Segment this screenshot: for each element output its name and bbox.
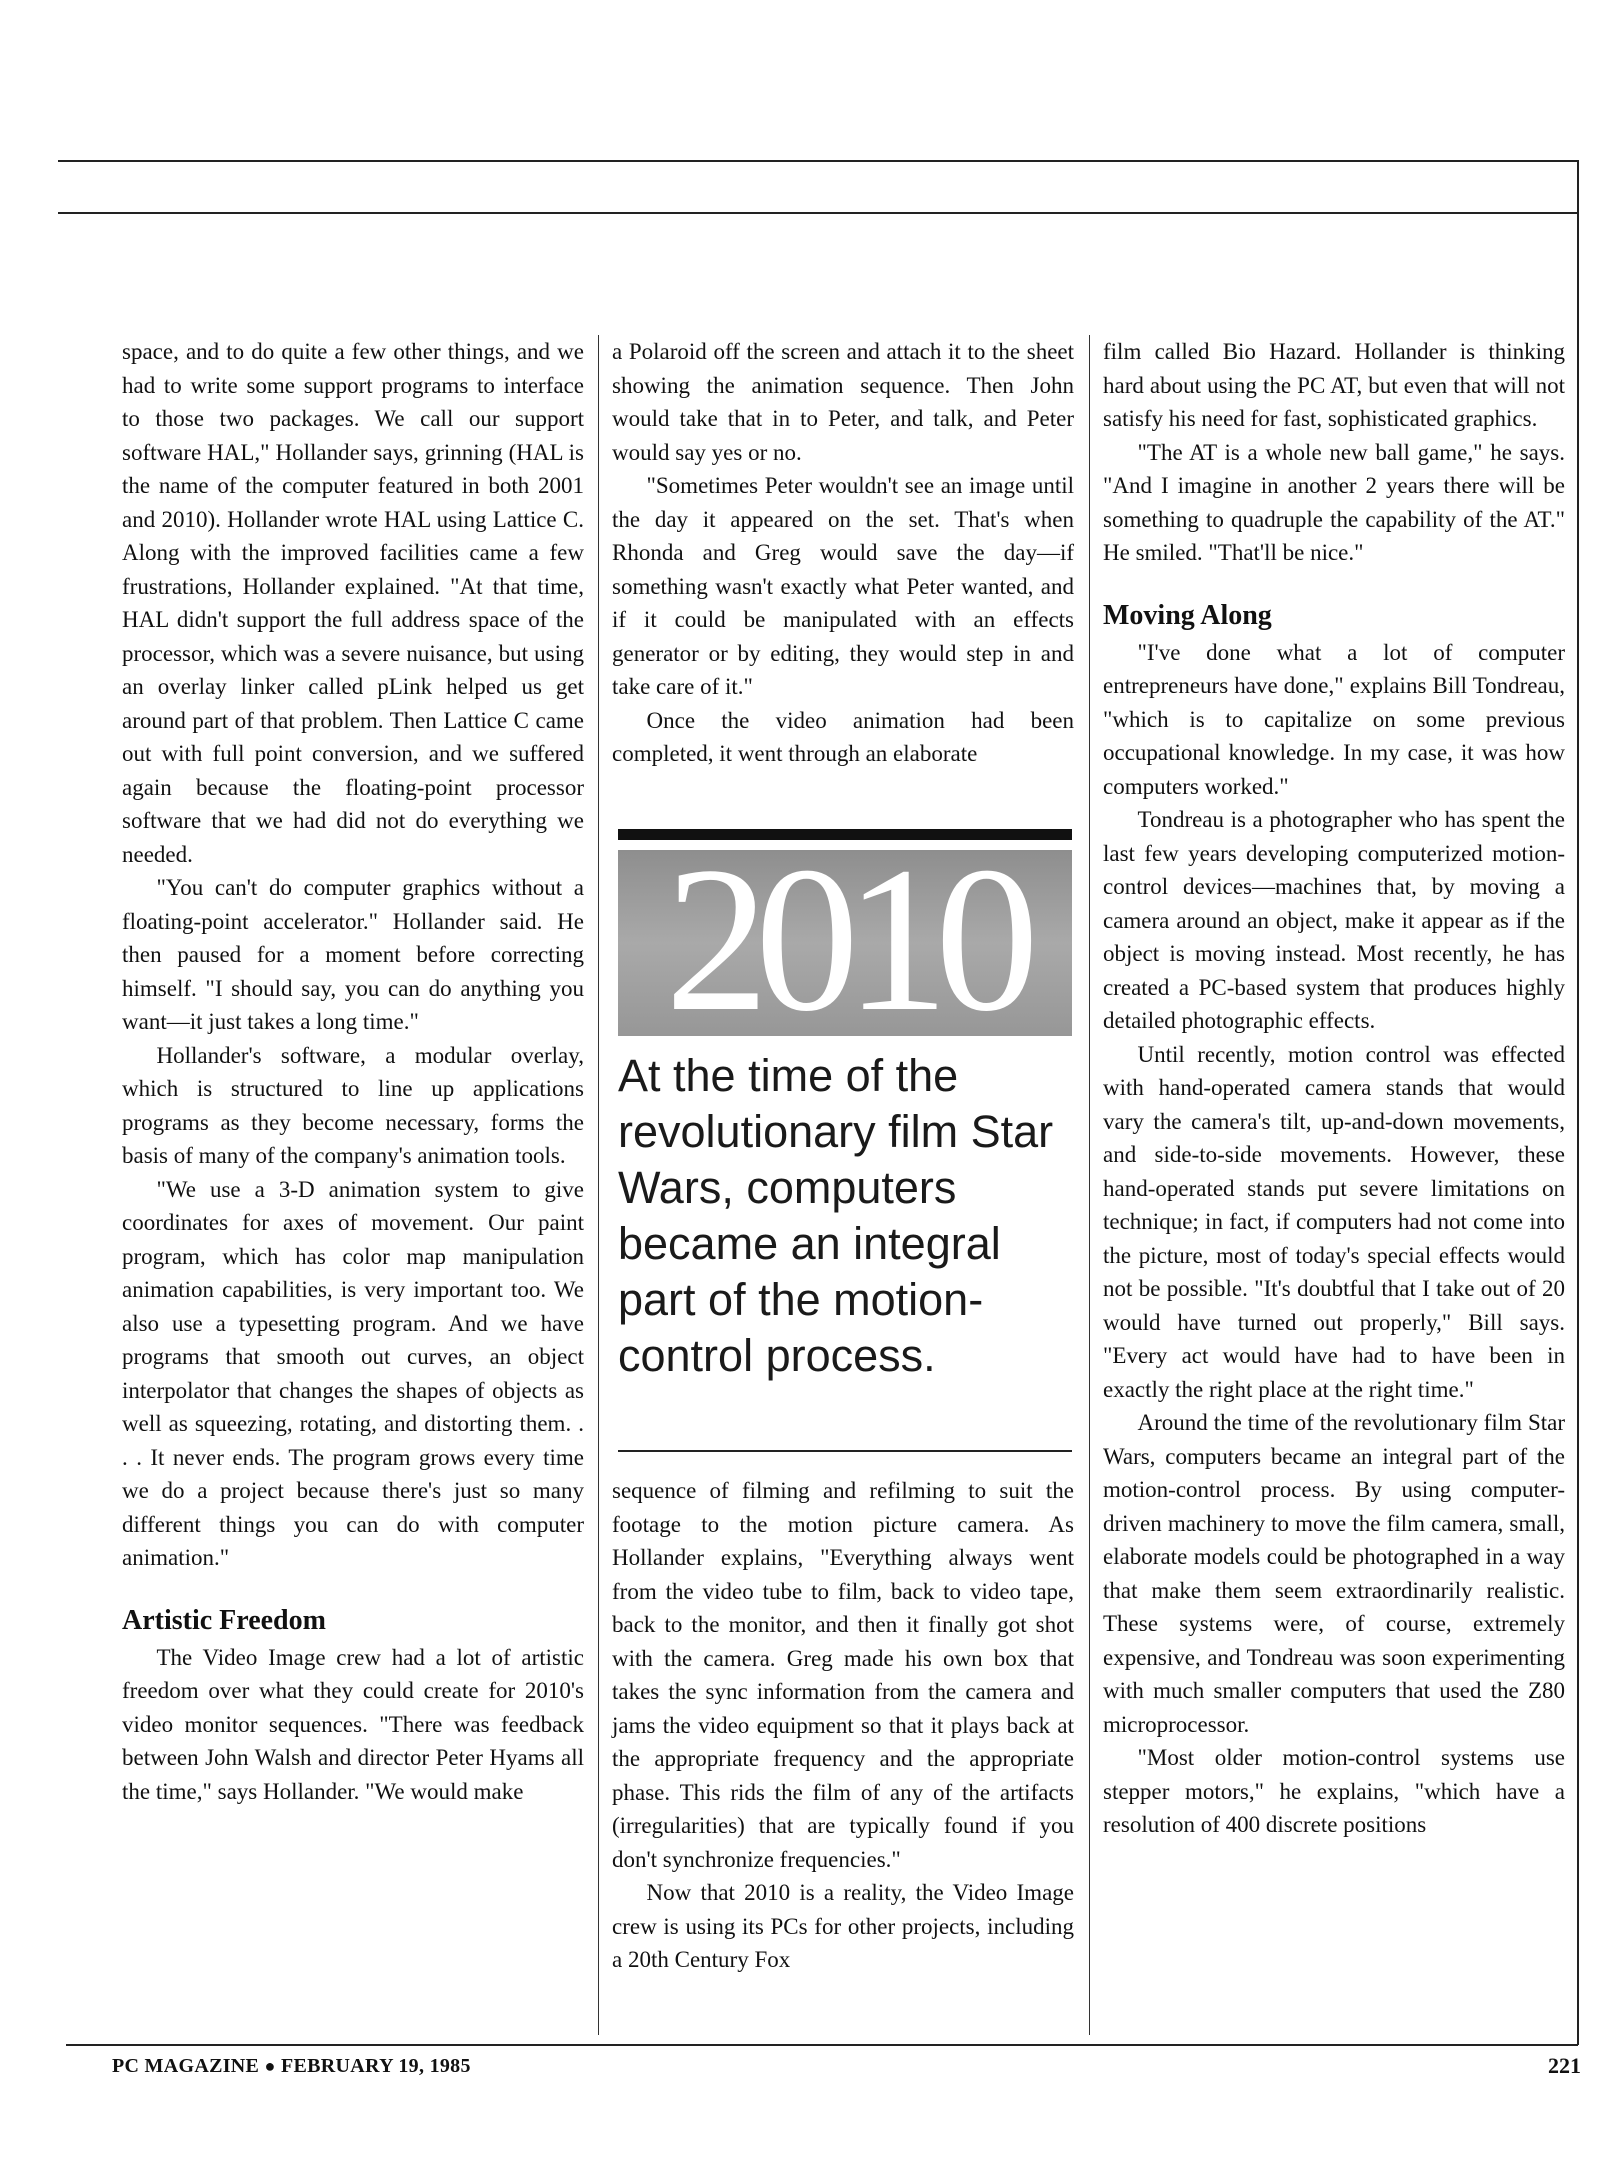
section-heading: Moving Along xyxy=(1103,599,1272,631)
paragraph: Until recently, motion control was effected with hand-operated camera stands that would vary the camera's tilt, up-and-down movements, and side-to-side movements. However, these hand-operated stands put severe limitations on technique; in fact, if computers had not come into the picture, most of today's special effects would not be possible. "It's doubtful that I take out of 20 would have turned out properly," Bill says. "Every act would have had to have been in exactly the right place at the right time." xyxy=(1103,1041,1565,1402)
film-logo-text: 2010 xyxy=(665,850,1025,1036)
bullet-icon: ● xyxy=(264,2056,276,2076)
pull-quote: At the time of the revolutionary film Star Wars, computers became an integral part of the motion-control process. xyxy=(618,1050,1054,1381)
issue-date: FEBRUARY 19, 1985 xyxy=(281,2055,471,2077)
header-rule-bottom xyxy=(58,212,1578,214)
header-rule-top xyxy=(58,160,1578,162)
paragraph: Hollander's software, a modular overlay, which is structured to line up applications programs as they become necessary, forms the basis of many of the company's animation tools. xyxy=(122,1042,584,1168)
paragraph: Tondreau is a photographer who has spent the last few years developing computerized motion-control devices—machines that, by moving a camera around an object, make it appear as if the object is moving instead. Most recently, he has created a PC-based system that produces highly detailed photographic effects. xyxy=(1103,807,1565,1033)
article-column-2-bottom xyxy=(612,1474,1074,1977)
article-column-2-top xyxy=(612,335,1074,771)
logo-top-rule xyxy=(618,829,1072,840)
article-column-3 xyxy=(1103,335,1565,1842)
paragraph: Now that 2010 is a reality, the Video Image crew is using its PCs for other projects, including a 20th Century Fox xyxy=(612,1880,1074,1972)
publication-name: PC MAGAZINE xyxy=(112,2055,260,2077)
paragraph: "Sometimes Peter wouldn't see an image until the day it appeared on the set. That's when Rhonda and Greg would save the day—if something wasn't exactly what Peter wanted, and if it could be manipulated with an effects generator or by editing, they would step in and take care of it." xyxy=(612,473,1074,699)
paragraph: "The AT is a whole new ball game," he says. "And I imagine in another 2 years there will be something to quadruple the capability of the AT." He smiled. "That'll be nice." xyxy=(1103,439,1565,565)
paragraph: Once the video animation had been completed, it went through an elaborate xyxy=(612,707,1074,766)
paragraph: space, and to do quite a few other things, and we had to write some support programs to interface to those two packages. We call our support software HAL," Hollander says, grinning (HAL is the name of the computer featured in both 2001 and 2010). Hollander wrote HAL using Lattice C. Along with the improved facilities came a few frustrations, Hollander explained. "At that time, HAL didn't support the full address space of the processor, which was a severe nuisance, but using an overlay linker called pLink helped us get around part of that problem. Then Lattice C came out with full point conversion, and we suffered again because the floating-point processor software that we had did not do everything we needed. xyxy=(122,339,584,867)
page-frame-right xyxy=(1577,160,1579,2045)
paragraph: "Most older motion-control systems use stepper motors," he explains, "which have a resolution of 400 discrete positions xyxy=(1103,1745,1565,1837)
paragraph: "We use a 3-D animation system to give coordinates for axes of movement. Our paint program, which has color map manipulation animation capabilities, is very important too. We also use a typesetting program. And we have programs that smooth out curves, an object interpolator that changes the shapes of objects as well as squeezing, rotating, and distorting them. . . . It never ends. The program grows every time we do a project because there's just so many different things you can do with computer animation." xyxy=(122,1176,584,1570)
paragraph: "You can't do computer graphics without a floating-point accelerator." Hollander said. He then paused for a moment before correcting himself. "I should say, you can do anything you want—it just takes a long time." xyxy=(122,875,584,1034)
paragraph: sequence of filming and refilming to suit the footage to the motion picture camera. As Hollander explains, "Everything always went from the video tube to film, back to video tape, back to the monitor, and then it finally got shot with the camera. Greg made his own box that takes the sync information from the camera and jams the video equipment so that it plays back at the appropriate frequency and the appropriate phase. This rids the film of any of the artifacts (irregularities) that are typically found if you don't synchronize frequencies." xyxy=(612,1478,1074,1872)
column-divider-1 xyxy=(598,335,599,2035)
pull-quote-rule xyxy=(618,1450,1072,1452)
page-frame-bottom xyxy=(66,2044,1578,2046)
paragraph: "I've done what a lot of computer entrepreneurs have done," explains Bill Tondreau, "which is to capitalize on some previous occupational knowledge. In my case, it was how computers worked." xyxy=(1103,639,1565,799)
paragraph: The Video Image crew had a lot of artistic freedom over what they could create for 2010's video monitor sequences. "There was feedback between John Walsh and director Peter Hyams all the time," says Hollander. "We would make xyxy=(122,1644,584,1804)
section-heading: Artistic Freedom xyxy=(122,1604,326,1636)
page-number: 221 xyxy=(1548,2053,1581,2078)
paragraph: film called Bio Hazard. Hollander is thinking hard about using the PC AT, but even that will not satisfy his need for fast, sophisticated graphics. xyxy=(1103,339,1565,431)
paragraph: a Polaroid off the screen and attach it to the sheet showing the animation sequence. Then John would take that in to Peter, and talk, and Peter would say yes or no. xyxy=(612,339,1074,465)
film-logo-image xyxy=(618,850,1072,1036)
paragraph: Around the time of the revolutionary film Star Wars, computers became an integral part of the motion-control process. By using computer-driven machinery to move the film camera, small, elaborate models could be photographed in a way that make them seem extraordinarily realistic. These systems were, of course, extremely expensive, and Tondreau was soon experimenting with much smaller computers that used the Z80 microprocessor. xyxy=(1103,1410,1565,1737)
column-divider-2 xyxy=(1089,335,1090,2035)
page-footer xyxy=(112,2055,471,2078)
article-column-1 xyxy=(122,335,584,1808)
